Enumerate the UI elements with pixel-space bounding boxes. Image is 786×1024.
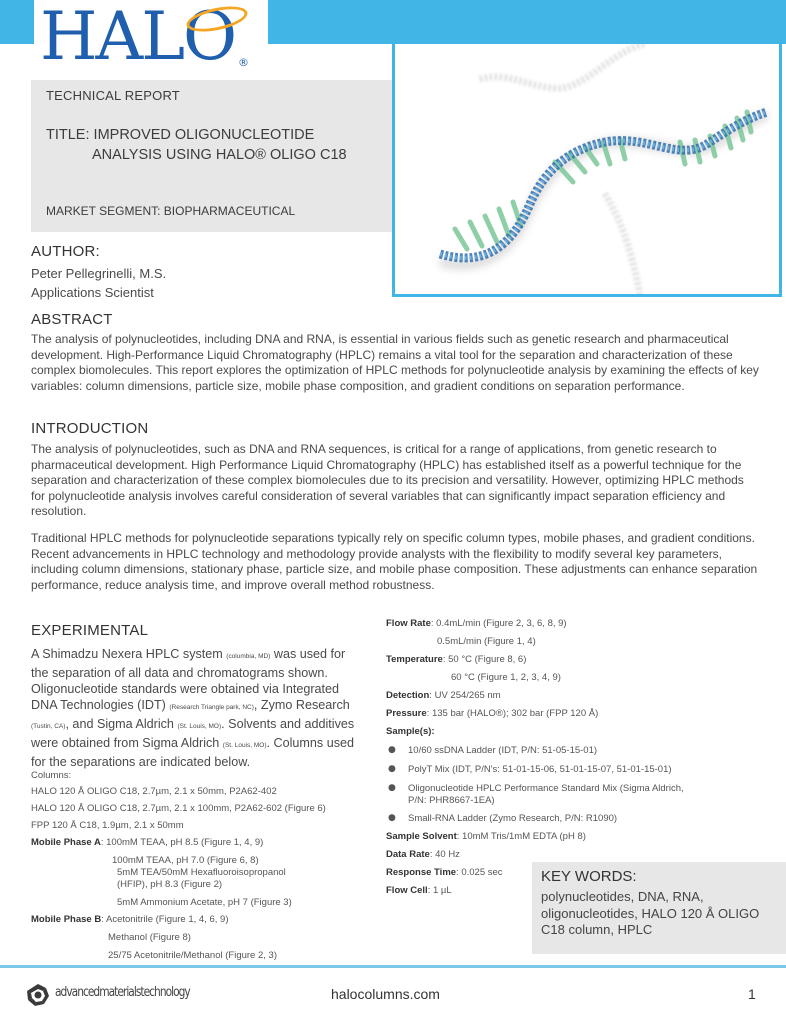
introduction-heading: INTRODUCTION [31,420,149,437]
temperature-label: Temperature [386,654,443,665]
pressure-label: Pressure [386,708,427,719]
bullet-icon: ● [388,745,396,755]
mobile-phase-b-value: 25/75 Acetonitrile/Methanol (Figure 2, 3) [108,950,277,961]
temperature-value: 60 °C (Figure 1, 2, 3, 4, 9) [451,672,561,683]
experimental-heading: EXPERIMENTAL [31,622,149,639]
mobile-phase-b-value: Acetonitrile (Figure 1, 4, 6, 9) [105,914,229,925]
sample-solvent-value: 10mM Tris/1mM EDTA (pH 8) [462,831,586,842]
pressure-value: 135 bar (HALO®); 302 bar (FPP 120 Å) [431,708,599,719]
detection-row: Detection: UV 254/265 nm [386,690,501,701]
flow-rate-row: Flow Rate: 0.4mL/min (Figure 2, 3, 6, 8, 9) [386,618,567,629]
flow-rate-value: 0.4mL/min (Figure 2, 3, 6, 8, 9) [436,618,567,629]
abstract-heading: ABSTRACT [31,311,113,328]
temperature-row: Temperature: 50 °C (Figure 8, 6) [386,654,527,665]
market-segment: MARKET SEGMENT: BIOPHARMACEUTICAL [46,204,296,218]
bullet-icon: ● [388,764,396,774]
mobile-phase-a-row: Mobile Phase A: 100mM TEAA, pH 8.5 (Figure 1, 4, 9) [31,837,264,848]
mobile-phase-b-value: Methanol (Figure 8) [108,932,191,943]
header-accent-band-right [268,0,786,44]
sample-item: PolyT Mix (IDT, P/N's: 51-01-15-06, 51-01-15-07, 51-01-15-01) [408,764,672,775]
location-note: (Tustin, CA) [31,723,66,730]
report-title-line1: TITLE: IMPROVED OLIGONUCLEOTIDE [46,127,315,143]
sample-item-continued: P/N: PHR8667-1EA) [408,795,495,806]
footer-divider [0,965,786,968]
location-note: (St. Louis, MO) [177,723,222,730]
sample-item: Small-RNA Ladder (Zymo Research, P/N: R1090) [408,813,618,824]
author-heading: AUTHOR: [31,243,100,260]
detection-label: Detection [386,690,430,701]
introduction-paragraph-1: The analysis of polynucleotides, such as DNA and RNA sequences, is critical for a range of applications, from genetic research to pharmaceutical development. High Performance Liquid Chromatography (HPLC) has established itself as a powerful technique for the separation and characterization of these complex biomolecules due to its precision and versatility. However, optimizing HPLC methods for polynucleotide analysis involves careful consideration of several variables that can significantly impact separation efficiency and resolution. [31,442,744,519]
flow-rate-value: 0.5mL/min (Figure 1, 4) [437,636,536,647]
sample-item: Oligonucleotide HPLC Performance Standard Mix (Sigma Aldrich, [408,783,684,794]
columns-label: Columns: [31,770,72,781]
author-name: Peter Pellegrinelli, M.S. [31,266,167,281]
introduction-paragraph-2: Traditional HPLC methods for polynucleotide separations typically rely on specific column types, mobile phases, and gradient conditions. Recent advancements in HPLC technology and methodology provide analysts with the flexibility to modify several key parameters, including column dimensions, stationary phase, particle size, and mobile phase composition. These adjustments can enhance separation performance, reduce analysis time, and improve overall method robustness. [31,531,758,592]
detection-value: UV 254/265 nm [434,690,501,701]
flow-cell-label: Flow Cell [386,885,428,896]
experimental-text: , and Sigma Aldrich [65,717,178,731]
bullet-icon: ● [388,813,396,823]
halo-logo [40,0,260,75]
mobile-phase-a-value: 100mM TEAA, pH 7.0 (Figure 6, 8) [112,855,259,866]
experimental-text: was used for the separation of all data and chromatograms shown. Oligonucleotide standards were obtained via Integrated DNA Technologies (IDT) [31,647,346,712]
experimental-text: . Solvents and additives were obtained from Sigma Aldrich [31,717,355,750]
report-type: TECHNICAL REPORT [46,88,180,103]
sample-solvent-row: Sample Solvent: 10mM Tris/1mM EDTA (pH 8) [386,831,586,842]
column-item: FPP 120 Å C18, 1.9µm, 2.1 x 50mm [31,820,184,831]
mobile-phase-b-row: Mobile Phase B: Acetonitrile (Figure 1, 4, 6, 9) [31,914,229,925]
flow-rate-label: Flow Rate [386,618,431,629]
logo-text: HALO [40,0,236,75]
location-note: (Research Triangle park, NC) [169,704,254,711]
temperature-value: 50 °C (Figure 8, 6) [448,654,527,665]
keywords-box [532,862,786,954]
mobile-phase-a-value: 100mM TEAA, pH 8.5 (Figure 1, 4, 9) [106,837,264,848]
location-note: (St. Louis, MO) [222,742,267,749]
report-title-line2: ANALYSIS USING HALO® OLIGO C18 [92,147,347,163]
bullet-icon: ● [388,783,396,793]
sample-solvent-label: Sample Solvent [386,831,457,842]
data-rate-value: 40 Hz [435,849,460,860]
mobile-phase-a-value: 5mM Ammonium Acetate, pH 7 (Figure 3) [117,897,292,908]
registered-mark: ® [238,56,249,69]
sample-item: 10/60 ssDNA Ladder (IDT, P/N: 51-05-15-01) [408,745,598,756]
abstract-text: The analysis of polynucleotides, including DNA and RNA, is essential in various fields such as genetic research and pharmaceutical development. High-Performance Liquid Chromatography (HPLC) remains a vital tool for the separation and characterization of these complex biomolecules. This report explores the optimization of HPLC methods for polynucleotide analysis by examining the effects of key variables: column dimensions, particle size, mobile phase composition, and gradient conditions on separation performance. [31,332,759,393]
location-note: (columbia, MD) [226,653,271,660]
response-time-row: Response Time: 0.025 sec [386,867,503,878]
data-rate-row: Data Rate: 40 Hz [386,849,460,860]
flow-cell-row: Flow Cell: 1 µL [386,885,452,896]
mobile-phase-a-label: Mobile Phase A [31,837,101,848]
mobile-phase-a-value: (HFIP), pH 8.3 (Figure 2) [117,879,223,890]
rna-strand-illustration-icon [395,44,782,294]
author-role: Applications Scientist [31,285,154,300]
hero-image [392,44,782,297]
experimental-text: , Zymo Research [253,698,350,712]
mobile-phase-a-value: 5mM TEA/50mM Hexafluoroisopropanol [117,867,286,878]
samples-label [386,726,435,737]
column-item: HALO 120 Å OLIGO C18, 2.7µm, 2.1 x 100mm, P2A62-602 (Figure 6) [31,803,326,814]
response-time-label: Response Time [386,867,457,878]
pressure-row: Pressure: 135 bar (HALO®); 302 bar (FPP 120 Å) [386,708,599,719]
company-name: advancedmaterialstechnology [55,985,190,1000]
flow-cell-value: 1 µL [432,885,452,896]
response-time-value: 0.025 sec [461,867,503,878]
page-number: 1 [748,986,756,1002]
title-panel [31,80,392,232]
mobile-phase-b-label: Mobile Phase B [31,914,102,925]
amt-logo-icon [26,983,50,1007]
data-rate-label: Data Rate [386,849,430,860]
website-link[interactable]: halocolumns.com [331,986,440,1002]
experimental-text: A Shimadzu Nexera HPLC system [31,647,227,661]
column-item: HALO 120 Å OLIGO C18, 2.7µm, 2.1 x 50mm, P2A62-402 [31,786,277,797]
keywords-text: polynucleotides, DNA, RNA, oligonucleotides, HALO 120 Å OLIGO C18 column, HPLC [541,889,760,937]
header-accent-band-left [0,0,34,44]
samples-label-text: Sample(s): [386,726,435,737]
keywords-heading: KEY WORDS: [541,868,637,885]
experimental-text: . Columns used for the separations are indicated below. [31,736,355,769]
experimental-paragraph [31,646,366,770]
